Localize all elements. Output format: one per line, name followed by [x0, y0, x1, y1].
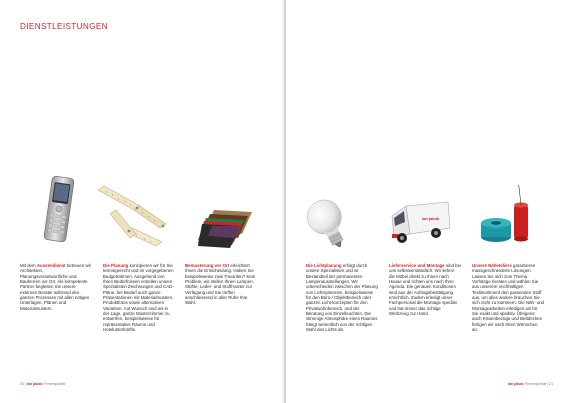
service-highlight: Unsere Näheteliers — [472, 263, 512, 268]
service-text: erleichtert Ihnen die Entscheidung. Haben Sie beispielsweise zwei Favoriten? Kein Problem, wir stellen Ihnen Lampen, Stühle, Leder- und Stoffmuster zur Verfügung und Sie treffen anschliessend in aller Ruhe Ihre Wahl. — [185, 263, 256, 306]
service-delivery — [389, 263, 461, 316]
light-bulb-image — [306, 196, 350, 252]
service-highlight: Lieferservice und Montage — [389, 263, 445, 268]
service-text: erfolgt durch unsere Spezialisten und ist Bestandteil der permanenten Lampenausstellungen. Wir unterscheiden zwischen der Planung von Lichtsystemen, beispielsweise für den Büro-/ Objektbereich oder ganzen Licht-konzepten für den Privatwohnbereich, und der Beratung von Einzelleuchten. Die stimmige Atmosphäre eines Raumes hängt wesentlich von der richtigen Wahl des Lichts ab. — [306, 263, 378, 333]
footer-left — [20, 382, 65, 386]
service-sampling — [185, 263, 257, 306]
footer-separator: | — [24, 382, 27, 386]
service-text: sind bei uns selbstverständlich. Wir liefern die Möbel direkt zu Ihnen nach Hause und richten uns nach Ihrer Agenda. Die genauen Konditionen sind aus der Auftragsbestätigung ersichtlich. Zudem erledigt unser Fachpersonal die Montage speditiv und hat immer das richtige Werkzeug zur Hand. — [389, 263, 461, 317]
page-heading: DIENSTLEISTUNGEN — [20, 22, 108, 31]
service-text-before: Mit dem — [20, 263, 37, 268]
footer-brand: lan jakob — [508, 382, 524, 386]
folding-ruler-image — [96, 184, 174, 248]
service-highlight: Die Lichtplanung — [306, 263, 342, 268]
service-text: konzipieren wir für Sie termingerecht und im vorgegebenen Budgetrahmen. Ausgehend von Ihren Bedürfnissen erstellen unsere Spezialisten Zeichnungen und CAD-Pläne, bei Bedarf auch ganze Präsentationen mit Materialmustern, Produktfotos sowie alternativen Varianten. Auf Wunsch sind wir in der Lage, ganze Musterzimmer zu entwerfen, beispielsweise für repräsentative Räume und Hotelunterkünfte. — [103, 263, 174, 333]
right-page — [286, 0, 570, 403]
service-planning — [103, 263, 175, 332]
service-field-staff — [20, 263, 92, 311]
footer-separator: | — [546, 382, 550, 386]
page-number: 21 — [549, 382, 554, 386]
service-text: betreuen wir Architekten, Planungsverantwortliche und Bauherren vor Ort. Als kompetente Partner begleiten Sie unsere externen Berater während des ganzen Prozesses mit allen nötigen Unterlagen, Plänen und Materialmustern. — [20, 263, 92, 311]
left-page — [0, 0, 284, 403]
footer-doc-name: Firmenporträt — [42, 382, 66, 386]
service-text: garantieren massgeschneiderte Lösungen. Lassen Sie sich zum Thema Vorhänge beraten und wählen Sie aus unserem reichhaltigen Textilsortiment den passenden Stoff aus, um alles andere brauchen Sie sich nicht zu kümmern. Die Näh- und Montagearbeiten erledigen wir für Sie exakt und speditiv. Übrigens: auch Kissenbezüge und Bettdecken fertigen wir nach Ihren Wünschen an. — [472, 263, 544, 333]
footer-doc-name: Firmenporträt — [523, 382, 547, 386]
footer-brand: lan jakob — [26, 382, 43, 386]
van-logo-text: lan jakob — [422, 216, 440, 221]
service-highlight: Aussendienst — [36, 263, 66, 268]
thread-spools-image — [476, 185, 536, 249]
service-lighting — [306, 263, 378, 332]
footer-right — [508, 382, 553, 386]
service-sewing — [472, 263, 544, 332]
page-number: 20 — [20, 382, 24, 386]
delivery-van-image — [388, 200, 454, 246]
fabric-swatches-image — [196, 208, 254, 250]
mobile-phone-image — [44, 175, 74, 243]
service-highlight: Bemusterung vor Ort — [185, 263, 230, 268]
service-highlight: Die Planung — [103, 263, 129, 268]
